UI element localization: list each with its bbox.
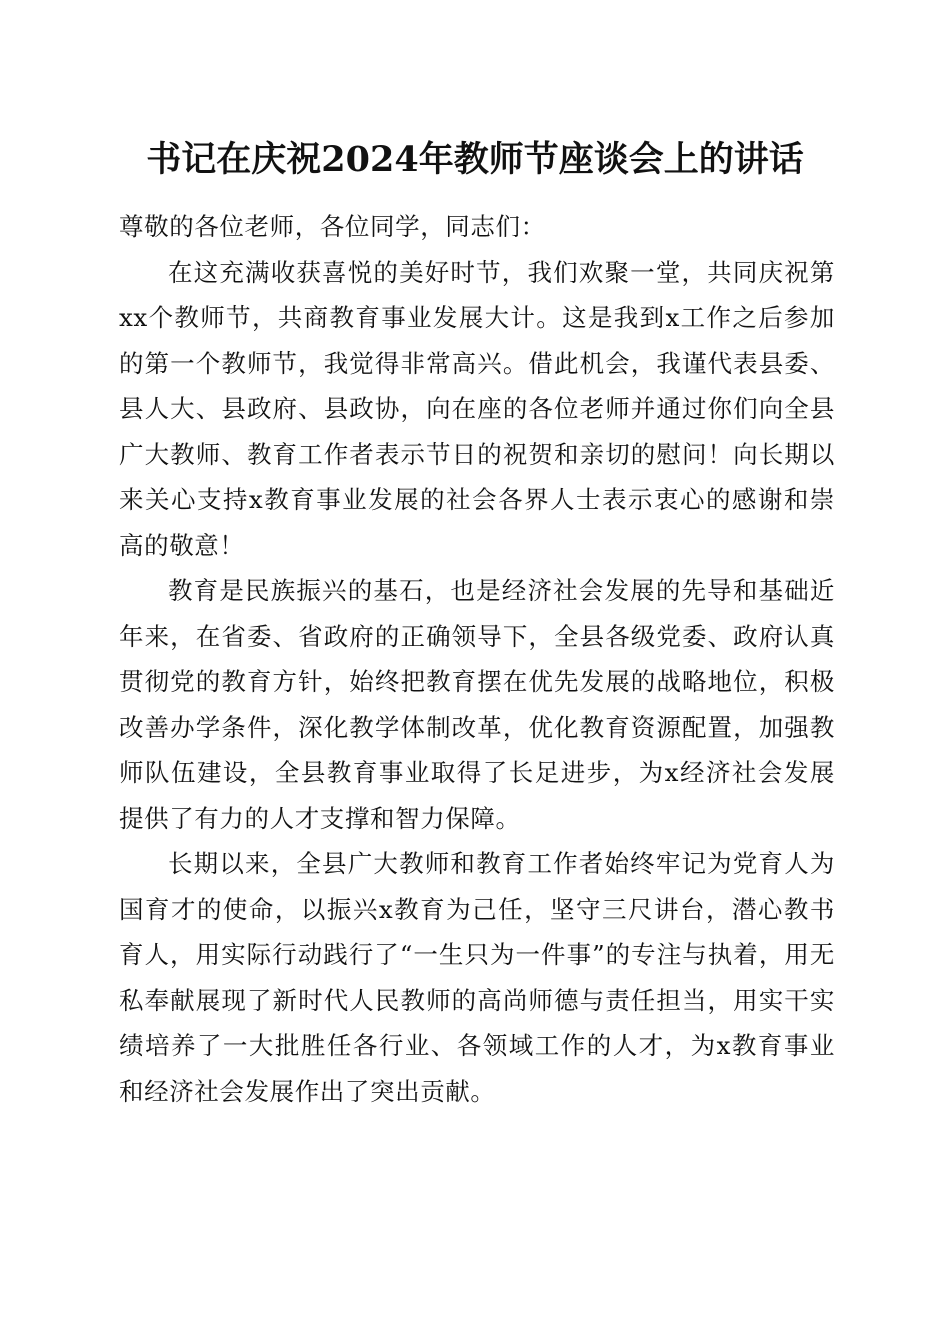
paragraph-2: 教育是民族振兴的基石，也是经济社会发展的先导和基础近年来，在省委、省政府的正确领导下，全县各级党委、政府认真贯彻党的教育方针，始终把教育摆在优先发展的战略地位，积极改善办学条件，深化教学体制改革，优化教育资源配置，加强教师队伍建设，全县教育事业取得了长足进步，为x经济社会发展提供了有力的人才支撑和智力保障。 [119, 576, 835, 833]
document-title: 书记在庆祝2024年教师节座谈会上的讲话 [146, 139, 804, 180]
salutation: 尊敬的各位老师，各位同学，同志们： [119, 212, 546, 241]
paragraph-3: 长期以来，全县广大教师和教育工作者始终牢记为党育人为国育才的使命，以振兴x教育为己任，坚守三尺讲台，潜心教书育人，用实际行动践行了“一生只为一件事”的专注与执着，用无私奉献展现了新时代人民教师的高尚师德与责任担当，用实干实绩培养了一大批胜任各行业、各领域工作的人才，为x教育事业和经济社会发展作出了突出贡献。 [119, 849, 835, 1106]
document-body [119, 204, 835, 1114]
paragraph-1: 在这充满收获喜悦的美好时节，我们欢聚一堂，共同庆祝第xx个教师节，共商教育事业发展大计。这是我到x工作之后参加的第一个教师节，我觉得非常高兴。借此机会，我谨代表县委、县人大、县政府、县政协，向在座的各位老师并通过你们向全县广大教师、教育工作者表示节日的祝贺和亲切的慰问！向长期以来关心支持x教育事业发展的社会各界人士表示衷心的感谢和崇高的敬意！ [119, 257, 835, 560]
